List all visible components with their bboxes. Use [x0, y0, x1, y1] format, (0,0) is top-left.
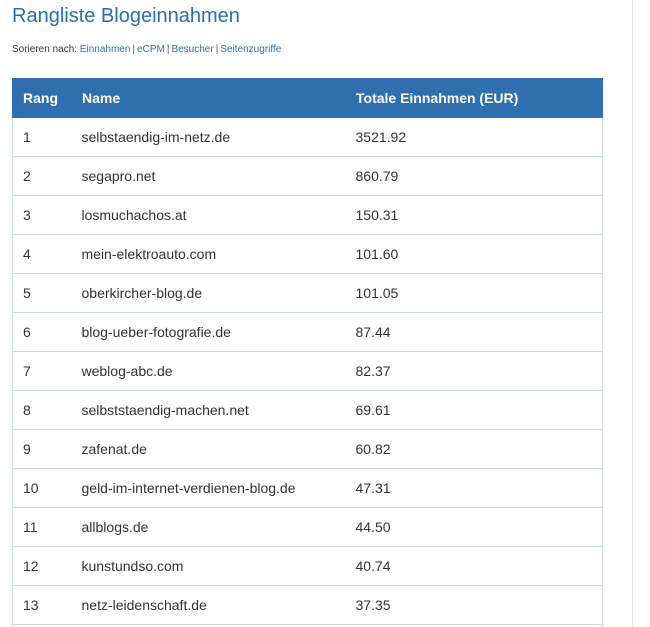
table-row [13, 430, 603, 469]
sort-separator: | [132, 44, 136, 55]
cell-amount: 101.60 [346, 235, 603, 274]
table-row [13, 352, 603, 391]
cell-name: losmuchachos.at [72, 196, 346, 235]
table-row [13, 547, 603, 586]
cell-rank: 1 [13, 118, 72, 157]
cell-rank: 2 [13, 157, 72, 196]
column-header-name: Name [72, 79, 346, 118]
cell-name: mein-elektroauto.com [72, 235, 346, 274]
table-row [13, 508, 603, 547]
cell-name: kunstundso.com [72, 547, 346, 586]
table-row [13, 313, 603, 352]
cell-amount: 101.05 [346, 274, 603, 313]
cell-amount: 860.79 [346, 157, 603, 196]
table-row [13, 157, 603, 196]
sidebar-divider [632, 0, 633, 627]
cell-amount: 82.37 [346, 352, 603, 391]
cell-amount: 40.74 [346, 547, 603, 586]
sort-link-seitenzugriffe[interactable]: Seitenzugriffe [220, 44, 282, 55]
cell-rank: 12 [13, 547, 72, 586]
table-header-row [13, 79, 603, 118]
cell-rank: 8 [13, 391, 72, 430]
cell-rank: 7 [13, 352, 72, 391]
sort-label: Sorieren nach: [12, 44, 78, 55]
cell-amount: 87.44 [346, 313, 603, 352]
cell-name: zafenat.de [72, 430, 346, 469]
cell-rank: 6 [13, 313, 72, 352]
cell-name: selbststaendig-machen.net [72, 391, 346, 430]
table-row [13, 274, 603, 313]
table-row [13, 391, 603, 430]
sort-bar [12, 44, 281, 55]
table-row [13, 235, 603, 274]
cell-amount: 44.50 [346, 508, 603, 547]
table-row [13, 586, 603, 625]
sort-link-einnahmen[interactable]: Einnahmen [79, 44, 131, 55]
cell-name: segapro.net [72, 157, 346, 196]
cell-amount: 37.35 [346, 586, 603, 625]
cell-rank: 13 [13, 586, 72, 625]
cell-name: oberkircher-blog.de [72, 274, 346, 313]
cell-rank: 10 [13, 469, 72, 508]
table-row [13, 469, 603, 508]
cell-amount: 150.31 [346, 196, 603, 235]
page-title: Rangliste Blogeinnahmen [12, 5, 240, 27]
table-header [13, 79, 603, 118]
cell-amount: 69.61 [346, 391, 603, 430]
cell-rank: 9 [13, 430, 72, 469]
cell-rank: 5 [13, 274, 72, 313]
table-body [13, 118, 603, 627]
cell-amount: 60.82 [346, 430, 603, 469]
sort-separator: | [215, 44, 219, 55]
cell-name: allblogs.de [72, 508, 346, 547]
cell-amount: 47.31 [346, 469, 603, 508]
table-row [13, 196, 603, 235]
sort-separator: | [166, 44, 170, 55]
sort-link-besucher[interactable]: Besucher [171, 44, 214, 55]
ranking-table [12, 78, 603, 627]
cell-rank: 11 [13, 508, 72, 547]
cell-name: netz-leidenschaft.de [72, 586, 346, 625]
cell-rank: 3 [13, 196, 72, 235]
cell-name: selbstaendig-im-netz.de [72, 118, 346, 157]
table-row [13, 118, 603, 157]
cell-rank: 4 [13, 235, 72, 274]
cell-name: blog-ueber-fotografie.de [72, 313, 346, 352]
column-header-amount: Totale Einnahmen (EUR) [346, 79, 603, 118]
column-header-rank: Rang [13, 79, 72, 118]
sort-link-ecpm[interactable]: eCPM [137, 44, 165, 55]
cell-name: geld-im-internet-verdienen-blog.de [72, 469, 346, 508]
cell-name: weblog-abc.de [72, 352, 346, 391]
cell-amount: 3521.92 [346, 118, 603, 157]
